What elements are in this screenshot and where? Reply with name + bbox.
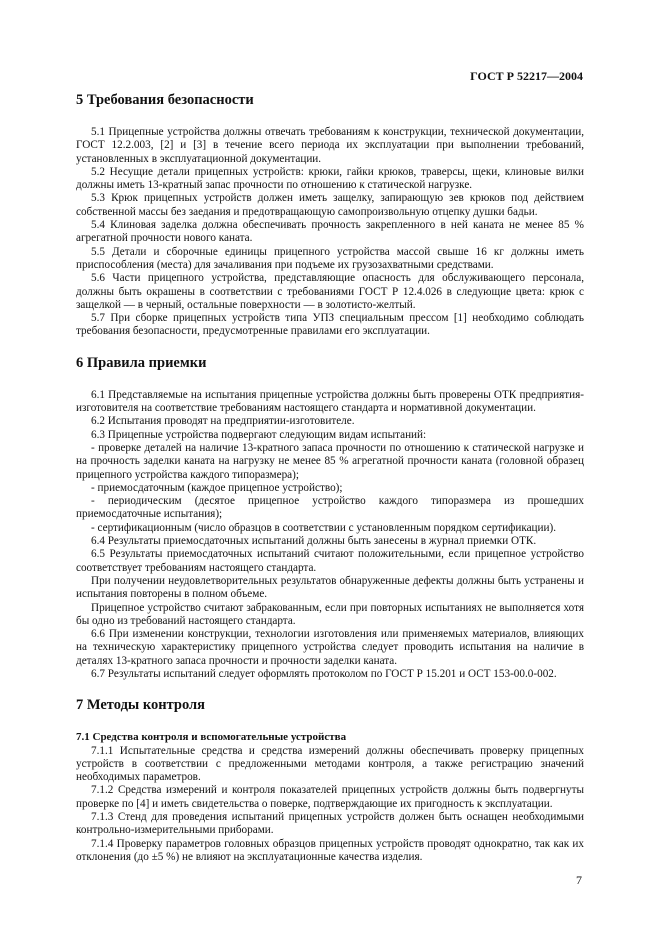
document-header: ГОСТ Р 52217—2004 <box>470 69 583 83</box>
paragraph-6-5-b: При получении неудовлетворительных результатов обнаруженные дефекты должны быть устранены и испытания повторены в полном объеме. <box>76 574 584 601</box>
list-item-6-3-a: - проверке деталей на наличие 13-кратного запаса прочности по отношению к статической нагрузке и на прочность заделки каната на нагрузку не менее 85 % агрегатной прочности каната (головной образец прицепного устройства каждого типоразмера); <box>76 441 584 481</box>
paragraph-5-2: 5.2 Несущие детали прицепных устройств: крюки, гайки крюков, траверсы, щеки, клиновые вилки должны иметь 13-кратный запас прочности по отношению к статической нагрузке. <box>76 165 584 192</box>
paragraph-7-1-1: 7.1.1 Испытательные средства и средства измерений должны обеспечивать проверку прицепных устройств в соответствии с предложенными методами контроля, а также регистрацию значений необходимых параметров. <box>76 744 584 784</box>
paragraph-6-5: 6.5 Результаты приемосдаточных испытаний считают положительными, если прицепное устройство соответствует требованиям настоящего стандарта. <box>76 548 584 574</box>
list-item-6-3-c: - периодическим (десятое прицепное устройство каждого типоразмера из прошедших приемосдаточные испытания); <box>76 495 584 521</box>
paragraph-7-1-4: 7.1.4 Проверку параметров головных образцов прицепных устройств проводят однократно, так как их отклонения (до ±5 %) не влияют на эксплуатационные качества изделия. <box>76 837 584 863</box>
document-body <box>76 92 584 864</box>
paragraph-6-1: 6.1 Представляемые на испытания прицепные устройства должны быть проверены ОТК предприятия-изготовителя на соответствие требованиям настоящего стандарта и нормативной документации. <box>76 388 584 415</box>
section-6-title: 6 Правила приемки <box>76 354 207 371</box>
list-item-6-3-b: - приемосдаточным (каждое прицепное устройство); <box>91 481 343 494</box>
page-number: 7 <box>576 873 582 887</box>
paragraph-7-1-2: 7.1.2 Средства измерений и контроля показателей прицепных устройств должны быть подвергнуты проверке по [4] и иметь свидетельства о поверке, подтверждающие их пригодность к эксплуатации. <box>76 784 584 810</box>
paragraph-6-4: 6.4 Результаты приемосдаточных испытаний должны быть занесены в журнал приемки ОТК. <box>91 535 537 548</box>
subsection-7-1-title: 7.1 Средства контроля и вспомогательные устройства <box>76 731 347 744</box>
paragraph-5-4: 5.4 Клиновая заделка должна обеспечивать прочность закрепленного в ней каната не менее 85 % агрегатной прочности нового каната. <box>76 219 584 245</box>
paragraph-5-3: 5.3 Крюк прицепных устройств должен иметь защелку, запирающую зев крюков под действием собственной массы без заедания и предотвращающую самопроизвольную отцепку душки бадьи. <box>76 192 584 218</box>
paragraph-5-6: 5.6 Части прицепного устройства, представляющие опасность для обслуживающего персонала, должны быть окрашены в соответствии с требованиями ГОСТ Р 12.4.026 в следующие цвета: крюк с защелкой — в черный, остальные поверхности — в золотисто-желтый. <box>76 272 584 311</box>
paragraph-5-1: 5.1 Прицепные устройства должны отвечать требованиям к конструкции, технической документации, ГОСТ 12.2.003, [2] и [3] в течение всего периода их эксплуатации при выполнении требований, установленных в эксплуатационной документации. <box>76 126 584 165</box>
section-7-title: 7 Методы контроля <box>76 697 206 714</box>
list-item-6-3-d: - сертификационным (число образцов в соответствии с установленным порядком сертификации). <box>91 521 557 534</box>
paragraph-6-5-c: Прицепное устройство считают забракованным, если при повторных испытаниях не выполняется хотя бы одно из требований настоящего стандарта. <box>76 601 584 627</box>
paragraph-6-6: 6.6 При изменении конструкции, технологии изготовления или применяемых материалов, влияющих на техническую характеристику прицепного устройства следует проводить испытания на наличие в деталях 13-кратного запаса прочности и прочности заделки каната. <box>76 628 584 667</box>
paragraph-7-1-3: 7.1.3 Стенд для проведения испытаний прицепных устройств должен быть оснащен необходимыми контрольно-измерительными приборами. <box>76 811 584 837</box>
paragraph-6-7: 6.7 Результаты испытаний следует оформлять протоколом по ГОСТ Р 15.201 и ОСТ 153-00.0-002. <box>91 667 557 680</box>
paragraph-6-3: 6.3 Прицепные устройства подвергают следующим видам испытаний: <box>91 428 427 441</box>
section-5-title: 5 Требования безопасности <box>76 92 254 108</box>
paragraph-5-7: 5.7 При сборке прицепных устройств типа УПЗ специальным прессом [1] необходимо соблюдать требования безопасности, предусмотренные правилами его эксплуатации. <box>76 312 584 338</box>
paragraph-5-5: 5.5 Детали и сборочные единицы прицепного устройства массой свыше 16 кг должны иметь приспособления (места) для зачаливания при подъеме их грузозахватными средствами. <box>76 245 584 271</box>
paragraph-6-2: 6.2 Испытания проводят на предприятии-изготовителе. <box>91 415 355 428</box>
